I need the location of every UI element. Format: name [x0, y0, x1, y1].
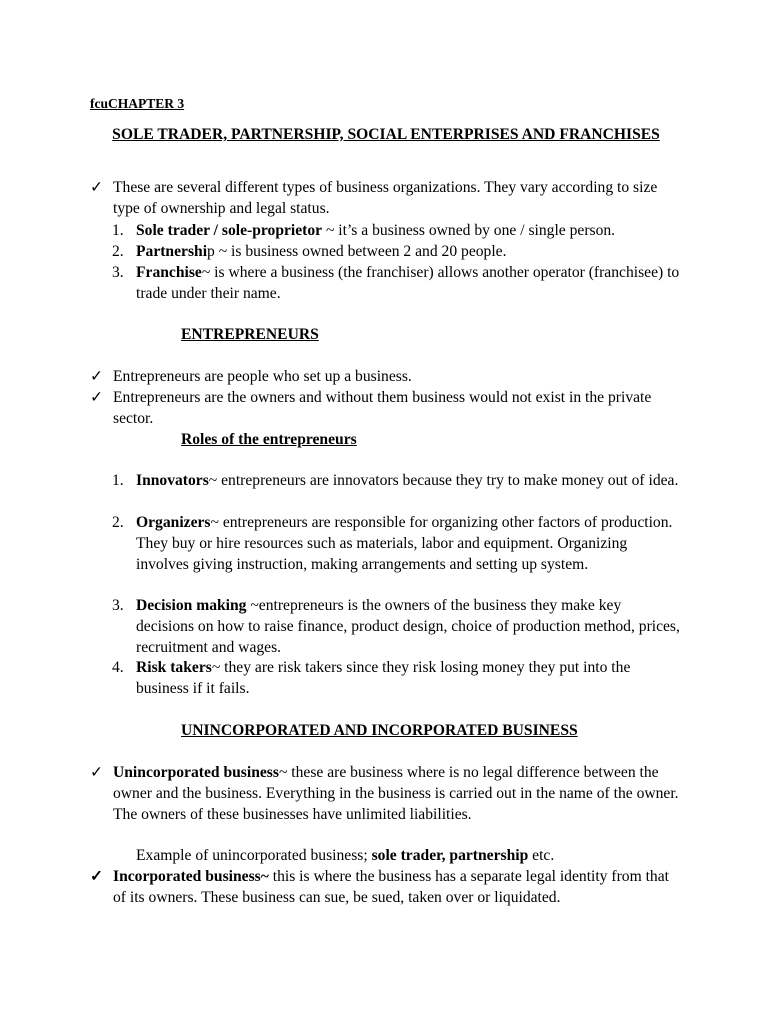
chapter-label: fcuCHAPTER 3	[90, 96, 185, 111]
term: Decision making	[136, 597, 247, 614]
term: Sole trader / sole-proprietor	[136, 222, 323, 239]
definition: p ~ is business owned between 2 and 20 people.	[207, 243, 507, 260]
check-mark-icon: ✓	[90, 868, 104, 885]
example-prefix: Example of unincorporated business;	[136, 847, 372, 864]
definition: ~ is where a business (the franchiser) allows another operator (franchisee) to trade under their name.	[136, 264, 680, 302]
check-mark-icon: ✓	[90, 389, 104, 406]
list-item	[136, 242, 681, 263]
list-number: 1.	[112, 472, 124, 489]
list-item	[136, 513, 681, 575]
list-item	[113, 763, 683, 825]
check-mark-icon: ✓	[90, 368, 104, 385]
list-number: 3.	[112, 264, 124, 281]
definition: ~ it’s a business owned by one / single person.	[322, 222, 616, 239]
intro-text: These are several different types of business organizations. They vary according to size type of ownership and legal status.	[113, 179, 658, 217]
list-item	[136, 596, 681, 658]
subheading-roles: Roles of the entrepreneurs	[181, 431, 357, 448]
list-number: 2.	[112, 514, 124, 531]
term: Organizers	[136, 514, 211, 531]
definition: ~ these are business where is no legal difference between the owner and the business. Everything in the business is carried out in the name of the owner. The owners of these businesses have unlimited liabilities.	[113, 764, 679, 823]
term: Risk takers	[136, 659, 212, 676]
definition: ~ they are risk takers since they risk losing money they put into the business if it fails.	[136, 659, 631, 697]
list-number: 4.	[112, 659, 124, 676]
list-item: Entrepreneurs are people who set up a business.	[113, 368, 412, 385]
list-item	[136, 471, 681, 492]
list-number: 2.	[112, 243, 124, 260]
check-mark-icon: ✓	[90, 764, 104, 781]
term: Partnershi	[136, 243, 208, 260]
list-item	[113, 867, 683, 909]
example-suffix: etc.	[528, 847, 555, 864]
document-title: SOLE TRADER, PARTNERSHIP, SOCIAL ENTERPRISES AND FRANCHISES	[112, 126, 660, 143]
definition: this is where the business has a separate legal identity from that of its owners. These business can sue, be sued, taken over or liquidated.	[113, 868, 669, 906]
section-heading-entrepreneurs: ENTREPRENEURS	[181, 326, 319, 343]
list-item: Entrepreneurs are the owners and without them business would not exist in the private sector.	[113, 389, 652, 427]
example-terms: sole trader, partnership	[371, 847, 529, 864]
list-item	[136, 658, 681, 700]
term: Unincorporated business	[113, 764, 279, 781]
definition: ~ entrepreneurs are responsible for organizing other factors of production. They buy or hire resources such as materials, labor and equipment. Organizing involves giving instruction, making arrangements and setting up system.	[136, 514, 673, 573]
list-item	[136, 221, 681, 242]
definition: ~ entrepreneurs are innovators because they try to make money out of idea.	[208, 472, 679, 489]
check-mark-icon: ✓	[90, 179, 104, 196]
example-line	[136, 846, 696, 867]
list-item	[136, 263, 681, 305]
list-number: 3.	[112, 597, 124, 614]
list-number: 1.	[112, 222, 124, 239]
section-heading-business: UNINCORPORATED AND INCORPORATED BUSINESS	[181, 722, 578, 739]
term: Innovators	[136, 472, 209, 489]
term: Franchise	[136, 264, 202, 281]
definition: ~entrepreneurs is the owners of the business they make key decisions on how to raise finance, product design, choice of production method, prices, recruitment and wages.	[136, 597, 680, 656]
term: Incorporated business~	[113, 868, 269, 885]
